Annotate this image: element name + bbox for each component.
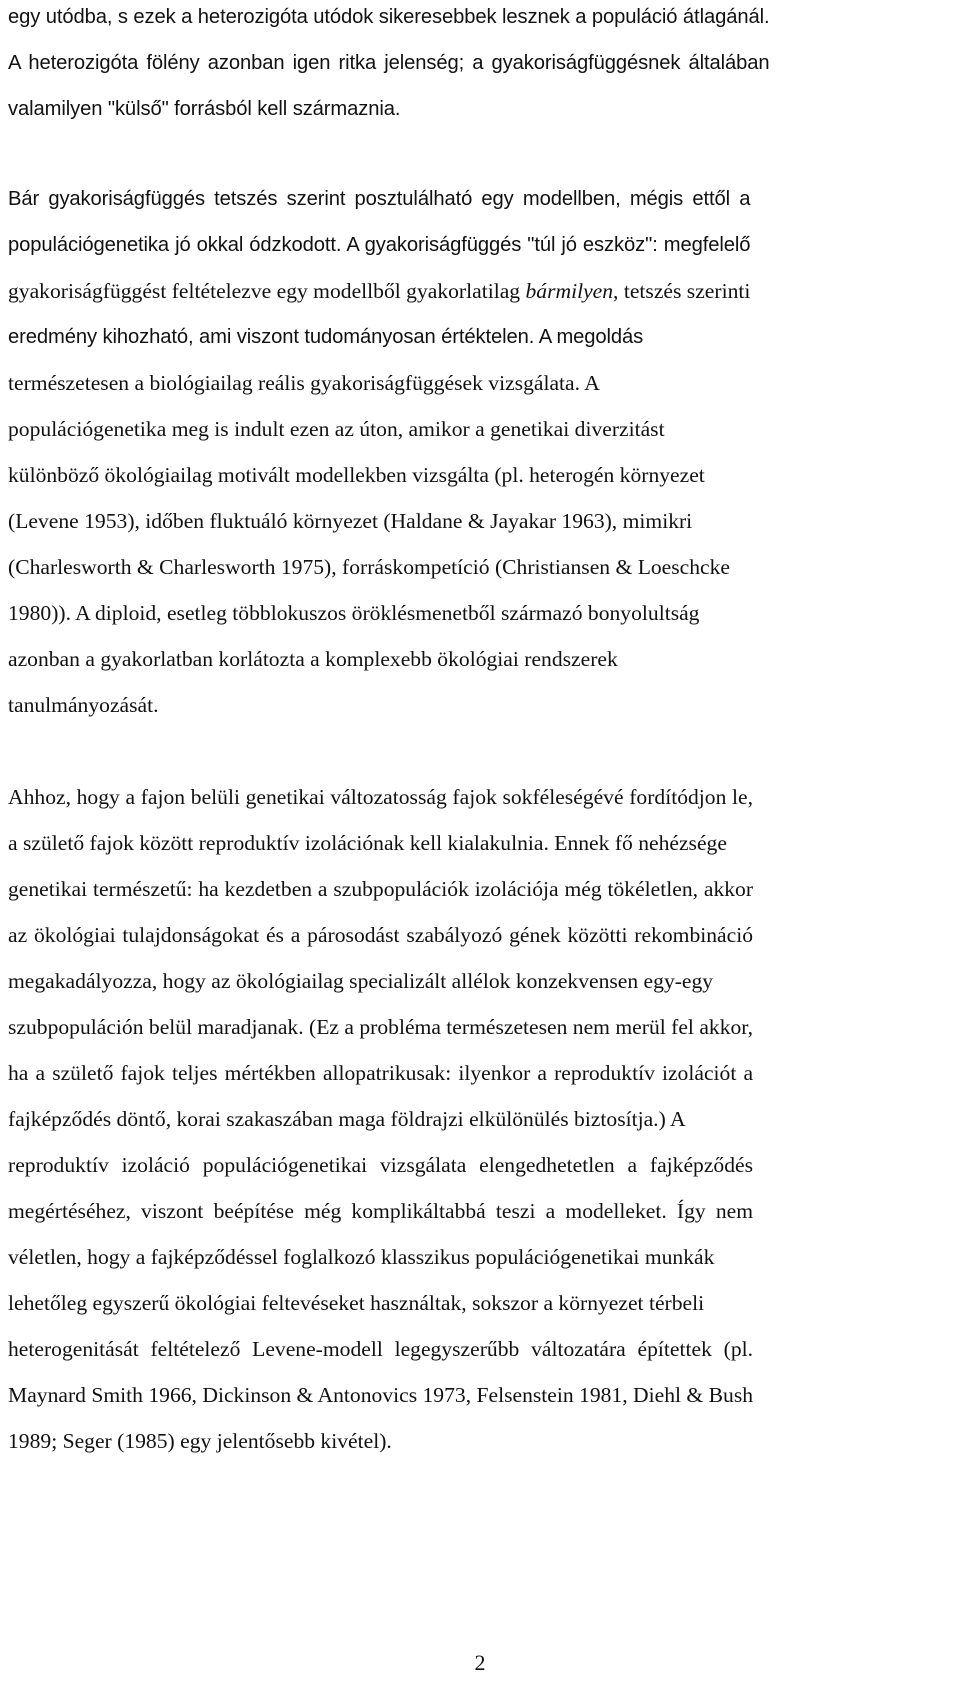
text-line: természetesen a biológiailag reális gyakoriságfüggések vizsgálata. A [8, 371, 600, 395]
text-line: fajképződés döntő, korai szakaszában maga földrajzi elkülönülés biztosítja.) A [8, 1107, 686, 1131]
text-line: eredmény kihozható, ami viszont tudományosan értéktelen. A megoldás [8, 326, 644, 348]
text-line: valamilyen "külső" forrásból kell származnia. [8, 98, 401, 120]
text-line: genetikai természetű: ha kezdetben a szubpopulációk izolációja még tökéletlen, akkor [8, 877, 754, 901]
text-line: (Levene 1953), időben fluktuáló környezet (Haldane & Jayakar 1963), mimikri [8, 509, 693, 533]
text-line: megakadályozza, hogy az ökológiailag specializált allélok konzekvensen egy-egy [8, 969, 714, 993]
text-segment: gyakoriságfüggést feltételezve egy modellből gyakorlatilag [8, 279, 526, 303]
text-line: populációgenetika jó okkal ódzkodott. A gyakoriságfüggés "túl jó eszköz": megfelelő [8, 234, 751, 256]
text-line: populációgenetika meg is indult ezen az úton, amikor a genetikai diverzitást [8, 417, 665, 441]
text-line: szubpopuláción belül maradjanak. (Ez a probléma természetesen nem merül fel akkor, [8, 1015, 754, 1039]
text-line: az ökológiai tulajdonságokat és a párosodást szabályozó gének közötti rekombináció [8, 923, 754, 947]
text-line: megértéséhez, viszont beépítése még komplikáltabbá teszi a modelleket. Így nem [8, 1199, 754, 1223]
text-segment: , tetszés szerinti [613, 279, 751, 303]
text-line: (Charlesworth & Charlesworth 1975), forráskompetíció (Christiansen & Loeschcke [8, 555, 731, 579]
text-line: lehetőleg egyszerű ökológiai feltevéseket használtak, sokszor a környezet térbeli [8, 1291, 705, 1315]
text-line: azonban a gyakorlatban korlátozta a komplexebb ökológiai rendszerek [8, 647, 618, 671]
text-line: ha a születő fajok teljes mértékben allopatrikusak: ilyenkor a reproduktív izolációt a [8, 1061, 754, 1085]
text-line: tanulmányozását. [8, 693, 159, 717]
page-number: 2 [474, 1650, 486, 1675]
text-line: 1989; Seger (1985) egy jelentősebb kivétel). [8, 1429, 392, 1453]
text-line: egy utódba, s ezek a heterozigóta utódok sikeresebbek lesznek a populáció átlagánál. [8, 6, 770, 28]
text-line: Maynard Smith 1966, Dickinson & Antonovics 1973, Felsenstein 1981, Diehl & Bush [8, 1383, 754, 1407]
text-line: Ahhoz, hogy a fajon belüli genetikai változatosság fajok sokféleségévé fordítódjon le, [8, 785, 754, 809]
paragraph-3 [8, 774, 753, 1464]
text-line: reproduktív izoláció populációgenetikai vizsgálata elengedhetetlen a fajképződés [8, 1153, 754, 1177]
text-line: heterogenitását feltételező Levene-modell legegyszerűbb változatára építettek (pl. [8, 1337, 754, 1361]
text-line: Bár gyakoriságfüggés tetszés szerint posztulálható egy modellben, mégis ettől a [8, 188, 751, 210]
paragraph-1 [8, 0, 770, 132]
text-line: a születő fajok között reproduktív izolációnak kell kialakulnia. Ennek fő nehézsége [8, 831, 727, 855]
text-line: véletlen, hogy a fajképződéssel foglalkozó klasszikus populációgenetikai munkák [8, 1245, 715, 1269]
paragraph-2 [8, 176, 750, 728]
text-line-with-emphasis [8, 268, 750, 314]
text-line: különböző ökológiailag motivált modellekben vizsgálta (pl. heterogén környezet [8, 463, 705, 487]
text-line: A heterozigóta fölény azonban igen ritka jelenség; a gyakoriságfüggésnek általában [8, 52, 770, 74]
text-line: 1980)). A diploid, esetleg többlokuszos öröklésmenetből származó bonyolultság [8, 601, 700, 625]
italic-word: bármilyen [525, 279, 614, 303]
